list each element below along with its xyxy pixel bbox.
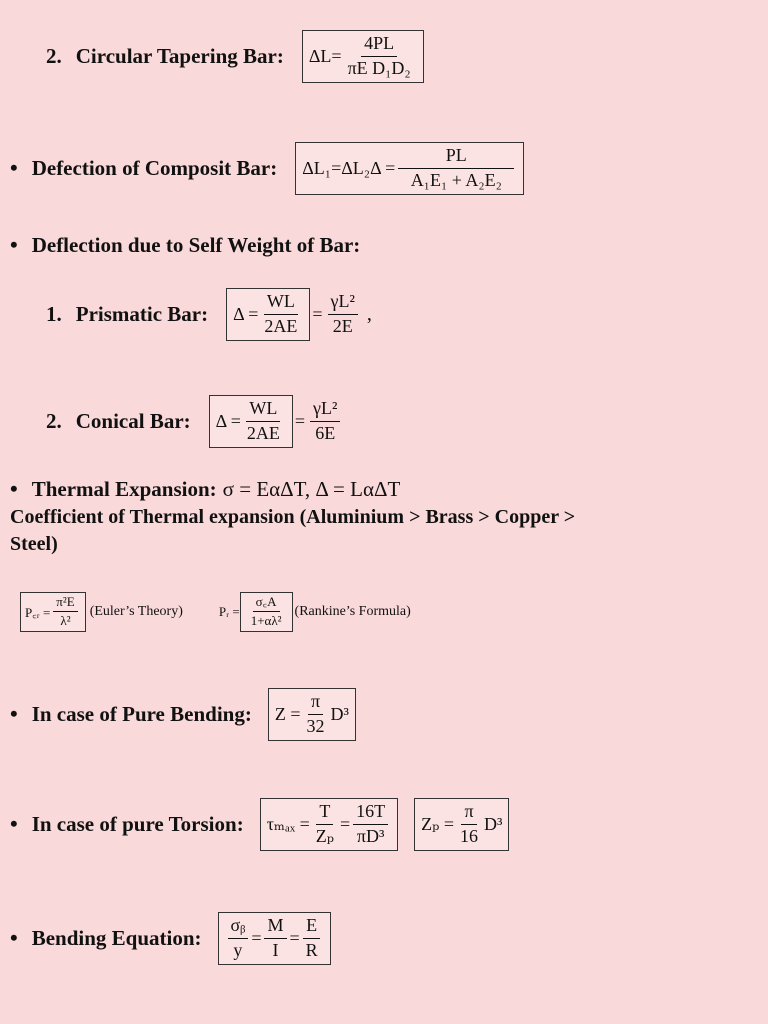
fraction [248,595,285,629]
equals-sign: = [312,303,323,324]
pure-bending-formula [268,688,356,741]
buckling-row [20,592,411,632]
item-number: 2. [46,43,62,68]
fraction [398,146,514,191]
numerator: WL [264,292,298,315]
coefficient-line-2: Steel) [10,533,58,555]
prismatic-label: Prismatic Bar: [75,301,209,326]
tapering-row [46,30,424,83]
formula-lhs: Δ = [215,410,241,431]
bullet: • [10,155,18,181]
bending-equation-label: Bending Equation: [31,925,202,950]
thermal-row [10,476,400,502]
fraction [345,34,414,79]
fraction [228,916,249,961]
item-number: 1. [46,301,62,326]
numerator: π [308,692,323,715]
numerator: γL² [328,292,358,315]
numerator: π²E [53,595,77,612]
bullet: • [10,232,18,257]
fraction [353,802,388,847]
bullet: • [10,925,18,951]
formula-lhs: Zₚ = [421,813,454,834]
fraction [303,692,327,737]
bending-equation-formula [218,912,331,965]
fraction [244,399,283,444]
prismatic-row [46,288,372,341]
denominator: y [233,939,243,960]
denominator: 16 [459,825,478,846]
denominator: 32 [306,715,325,736]
numerator: E [303,916,320,939]
trailing-comma: , [366,302,372,325]
fraction [303,916,321,961]
fraction [457,802,481,847]
conical-label: Conical Bar: [75,408,191,433]
polar-modulus-formula [414,798,509,851]
denominator: I [272,939,279,960]
fraction [313,802,337,847]
denominator: A₁E₁ + A₂E₂ [410,169,502,190]
equals-sign: = [251,927,262,948]
bending-equation-row [10,912,331,965]
denominator: λ² [60,613,71,629]
pure-bending-label: In case of Pure Bending: [31,701,252,726]
rankine-caption: (Rankine’s Formula) [294,603,411,619]
numerator: 16T [353,802,388,825]
tapering-label: Circular Tapering Bar: [75,43,284,68]
conical-row [46,395,343,448]
fraction [310,399,340,444]
thermal-formula: σ = EαΔT, Δ = LαΔT [222,476,401,501]
denominator: 2AE [246,422,280,443]
pure-torsion-label: In case of pure Torsion: [31,811,244,836]
denominator: R [305,939,318,960]
euler-caption: (Euler’s Theory) [89,603,183,619]
equals-sign: = [289,927,300,948]
pure-torsion-row [10,798,509,851]
fraction [264,916,286,961]
item-number: 2. [46,408,62,433]
denominator: πD³ [356,825,385,846]
formula-tail: D³ [483,813,503,834]
formula-tail: D³ [330,703,349,724]
bullet: • [10,701,18,727]
numerator: PL [398,146,514,169]
thermal-label: Thermal Expansion: [31,476,217,501]
composite-row [10,142,524,195]
tapering-formula [302,30,424,83]
denominator: 6E [315,422,336,443]
numerator: WL [246,399,280,422]
conical-formula-box [209,395,293,448]
denominator: 2E [332,315,353,336]
composite-label: Defection of Composit Bar: [31,155,278,180]
numerator: M [264,916,286,939]
formula-lhs: Δ = [233,303,259,324]
equals-sign: = [294,410,306,431]
numerator: σ꜀A [253,595,280,612]
fraction [328,292,358,337]
rankine-formula [240,592,293,632]
numerator: T [316,802,333,825]
self-weight-label: Deflection due to Self Weight of Bar: [31,232,361,257]
formula-lhs: τₘₐₓ = [266,813,310,834]
denominator: 1+αλ² [250,613,282,629]
numerator: σᵦ [228,916,249,939]
fraction [261,292,300,337]
coefficient-line-1: Coefficient of Thermal expansion (Aluminium > Brass > Copper > [10,506,576,528]
numerator: π [461,802,476,825]
denominator: 2AE [264,315,298,336]
denominator: Zₚ [315,825,334,846]
composite-formula [295,142,524,195]
denominator: πE D₁D₂ [347,57,411,78]
numerator: γL² [310,399,340,422]
formula-lhs: ΔL= [308,45,342,66]
bullet: • [10,811,18,837]
formula-lhs: ΔL₁=ΔL₂Δ = [302,157,396,178]
equals-sign: = [339,813,351,834]
rankine-lhs: Pᵣ = [218,603,240,619]
prismatic-formula-box [226,288,310,341]
self-weight-row [10,232,360,258]
euler-formula [20,592,86,632]
torsion-formula [260,798,398,851]
formula-lhs: Z = [274,703,301,724]
numerator: 4PL [361,34,397,57]
bullet: • [10,476,18,501]
pure-bending-row [10,688,356,741]
formula-lhs: P꜀ᵣ = [25,604,51,620]
fraction [53,595,77,629]
coefficient-block [10,506,575,556]
